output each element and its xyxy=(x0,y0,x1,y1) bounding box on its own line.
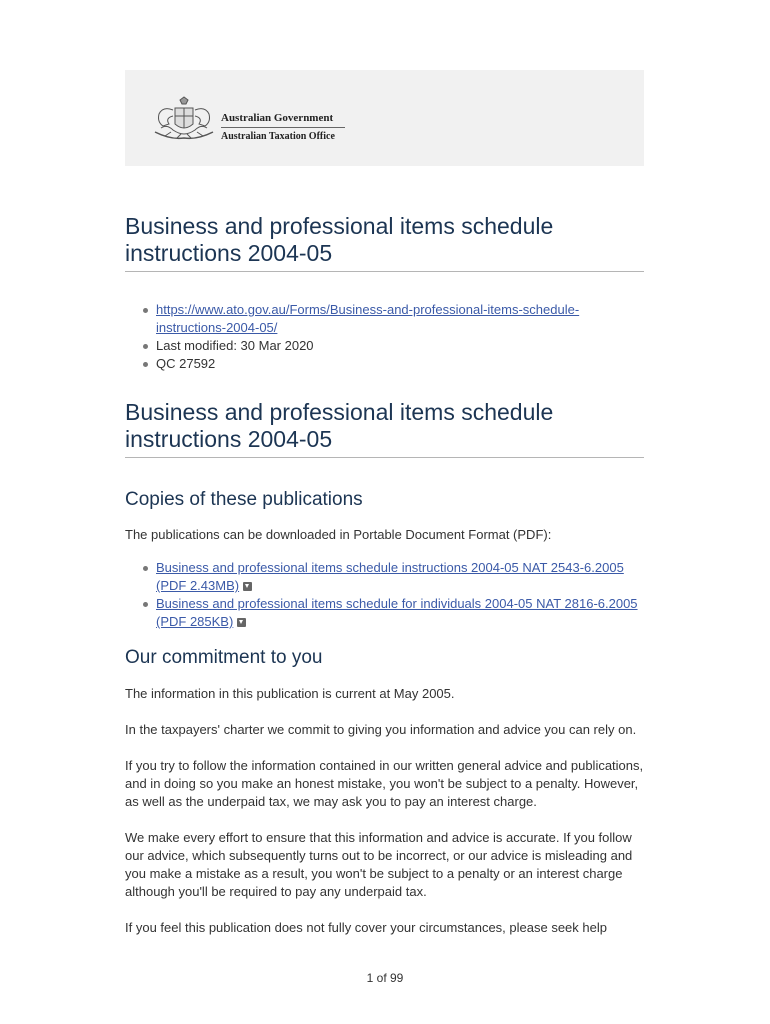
download-icon[interactable] xyxy=(243,582,252,591)
commitment-heading: Our commitment to you xyxy=(125,647,323,668)
org-name-line1: Australian Government xyxy=(221,112,345,128)
document-page xyxy=(125,70,644,937)
list-item xyxy=(125,301,644,337)
commitment-paragraph: In the taxpayers' charter we commit to giving you information and advice you can rely on. xyxy=(125,722,637,737)
commitment-paragraph: We make every effort to ensure that this information and advice is accurate. If you follow our advice, which subsequently turns out to be incorrect, or our advice is misleading and you make a mistake as a result, you won't be subject to a penalty or an interest charge although you'll be required to pay any underpaid tax. xyxy=(125,830,633,899)
page-title: Business and professional items schedule instructions 2004-05 xyxy=(125,213,644,272)
publication-link-instructions[interactable]: Business and professional items schedule instructions 2004-05 NAT 2543-6.2005 (PDF 2.43MB) xyxy=(156,560,624,593)
publication-link-schedule[interactable]: Business and professional items schedule for individuals 2004-05 NAT 2816-6.2005 (PDF 285KB) xyxy=(156,596,638,629)
commitment-paragraph: The information in this publication is current at May 2005. xyxy=(125,686,455,701)
page-url-link[interactable]: https://www.ato.gov.au/Forms/Business-and-professional-items-schedule-instructions-2004-05/ xyxy=(156,302,580,335)
org-name-line2: Australian Taxation Office xyxy=(221,131,335,142)
content-title: Business and professional items schedule instructions 2004-05 xyxy=(125,399,644,458)
header-banner xyxy=(125,70,644,166)
commitment-paragraph: If you try to follow the information contained in our written general advice and publications, and in doing so you make an honest mistake, you won't be subject to a penalty. However, as well as the underpaid tax, we may ask you to pay an interest charge. xyxy=(125,758,644,809)
copies-intro: The publications can be downloaded in Portable Document Format (PDF): xyxy=(125,527,552,542)
publication-list xyxy=(125,559,644,631)
copies-heading: Copies of these publications xyxy=(125,489,363,510)
list-item xyxy=(125,595,644,631)
list-item: Last modified: 30 Mar 2020 xyxy=(125,337,644,355)
page-meta-list xyxy=(125,301,644,373)
download-icon[interactable] xyxy=(237,618,246,627)
government-wordmark xyxy=(221,108,345,142)
coat-of-arms-icon xyxy=(151,96,217,142)
list-item xyxy=(125,559,644,595)
list-item: QC 27592 xyxy=(125,355,644,373)
page-number: 1 of 99 xyxy=(366,971,404,985)
commitment-paragraph: If you feel this publication does not fully cover your circumstances, please seek help xyxy=(125,920,607,935)
